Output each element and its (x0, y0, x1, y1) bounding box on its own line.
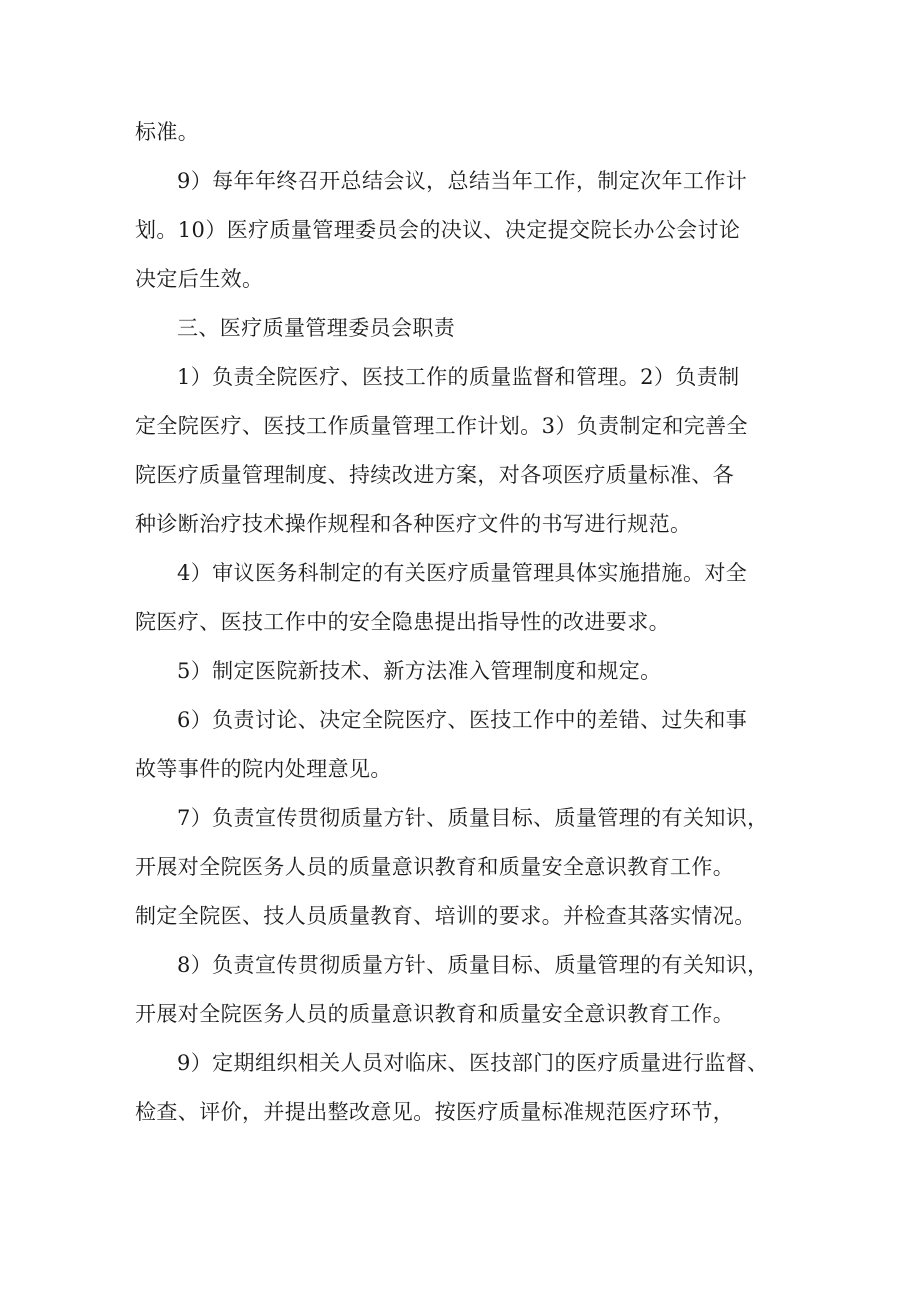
text-line: 标准。 (135, 120, 200, 144)
paragraph-duty-5 (135, 647, 800, 696)
text-line: 定全院医疗、医技工作质量管理工作计划。3）负责制定和完善全 (135, 414, 748, 438)
text-line: 7）负责宣传贯彻质量方针、质量目标、质量管理的有关知识， (177, 806, 769, 830)
text-line: 种诊断治疗技术操作规程和各种医疗文件的书写进行规范。 (135, 512, 692, 536)
text-line: 4）审议医务科制定的有关医疗质量管理具体实施措施。对全 (177, 561, 748, 585)
heading-text: 三、医疗质量管理委员会职责 (177, 316, 456, 340)
text-line: 故等事件的院内处理意见。 (135, 757, 392, 781)
text-line: 8）负责宣传贯彻质量方针、质量目标、质量管理的有关知识， (177, 953, 769, 977)
paragraph-duty-4 (135, 549, 800, 647)
text-line: 开展对全院医务人员的质量意识教育和质量安全意识教育工作。 (135, 1002, 735, 1026)
text-line: 划。10）医疗质量管理委员会的决议、决定提交院长办公会讨论 (135, 218, 741, 242)
paragraph-item-9 (135, 157, 800, 304)
text-line: 9）定期组织相关人员对临床、医技部门的医疗质量进行监督、 (177, 1051, 769, 1075)
text-line: 9）每年年终召开总结会议，总结当年工作，制定次年工作计 (177, 169, 748, 193)
text-line: 制定全院医、技人员质量教育、培训的要求。并检查其落实情况。 (135, 904, 756, 928)
paragraph-duty-6 (135, 696, 800, 794)
text-line: 院医疗质量管理制度、持续改进方案，对各项医疗质量标准、各 (135, 463, 735, 487)
paragraph-duty-9 (135, 1039, 800, 1137)
text-line: 5）制定医院新技术、新方法准入管理制度和规定。 (177, 659, 662, 683)
text-line: 检查、评价，并提出整改意见。按医疗质量标准规范医疗环节， (135, 1100, 735, 1124)
paragraph-duty-7 (135, 794, 800, 941)
text-line: 院医疗、医技工作中的安全隐患提出指导性的改进要求。 (135, 610, 670, 634)
paragraph-duty-8 (135, 941, 800, 1039)
paragraph-duties-1-3 (135, 353, 800, 549)
text-line: 6）负责讨论、决定全院医疗、医技工作中的差错、过失和事 (177, 708, 748, 732)
document-body (135, 108, 800, 1137)
paragraph-continuation (135, 108, 800, 157)
section-heading-3 (135, 304, 800, 353)
text-line: 1）负责全院医疗、医技工作的质量监督和管理。2）负责制 (177, 365, 740, 389)
text-line: 决定后生效。 (135, 267, 264, 291)
text-line: 开展对全院医务人员的质量意识教育和质量安全意识教育工作。 (135, 855, 735, 879)
